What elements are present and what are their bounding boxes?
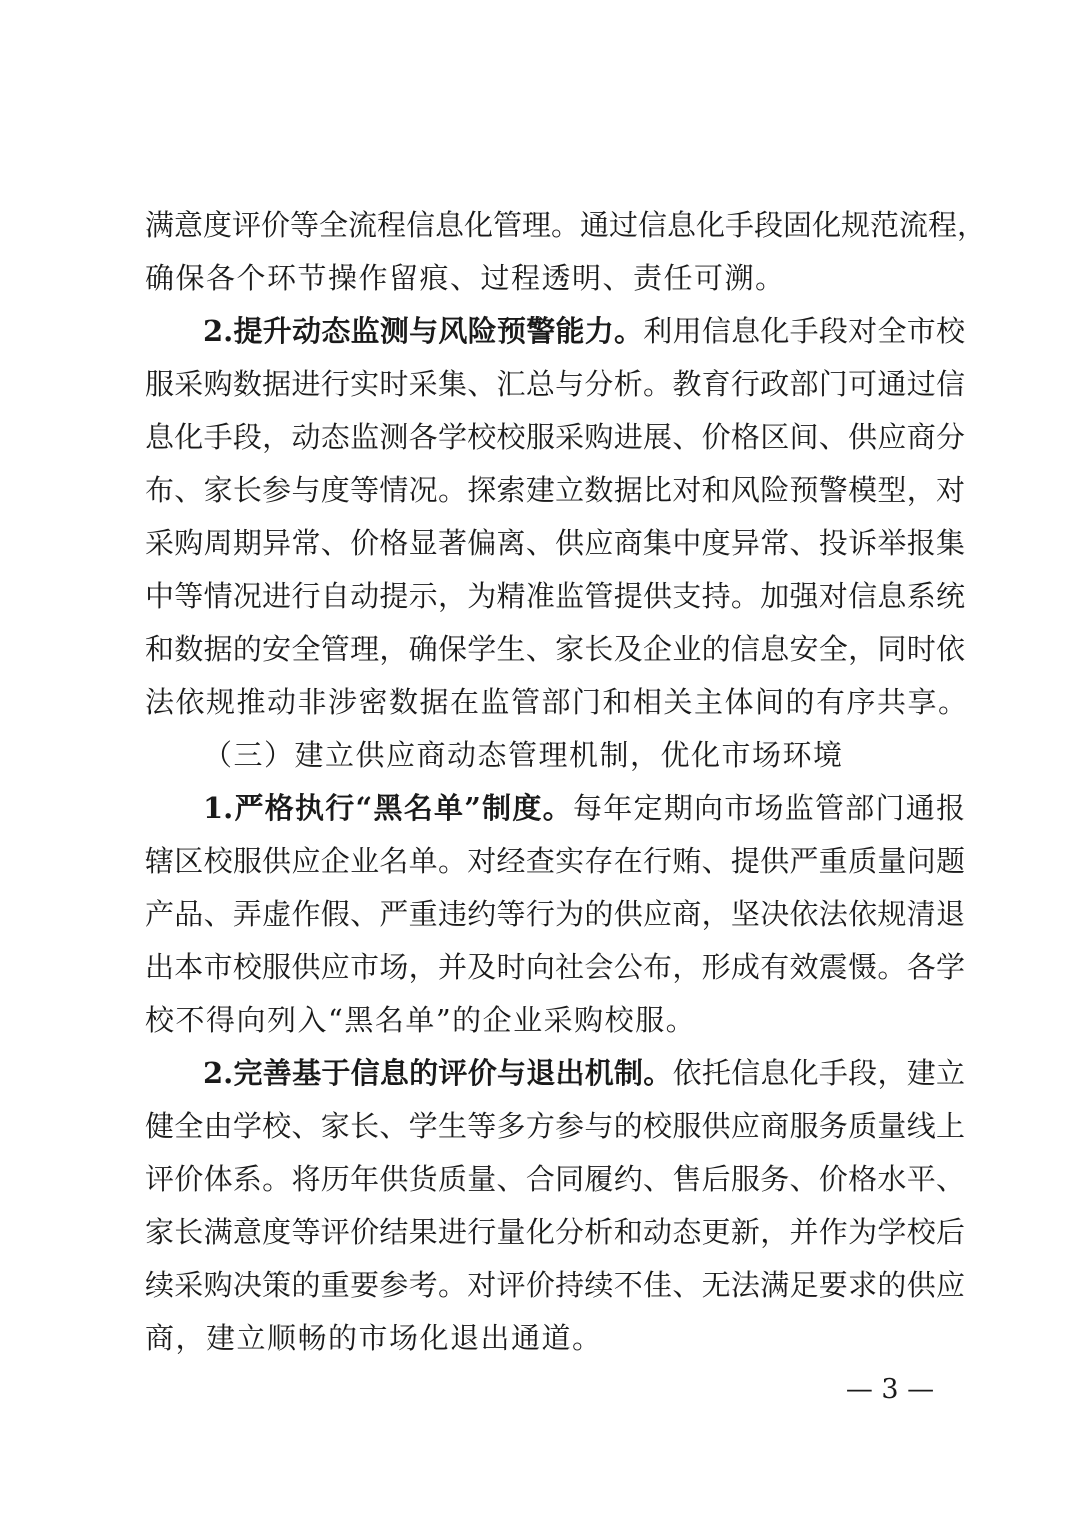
body-line: 法依规推动非涉密数据在监管部门和相关主体间的有序共享。 [145, 685, 969, 719]
body-line: 评价体系。将历年供货质量、合同履约、售后服务、价格水平、 [145, 1162, 965, 1196]
body-line: 校不得向列入“黑名单”的企业采购校服。 [145, 1003, 697, 1037]
body-line: 产品、弄虚作假、严重违约等行为的供应商，坚决依法依规清退 [145, 897, 965, 931]
body-line: 出本市校服供应市场，并及时向社会公布，形成有效震慑。各学 [145, 950, 965, 984]
body-line: 满意度评价等全流程信息化管理。通过信息化手段固化规范流程， [145, 208, 987, 242]
body-line: 中等情况进行自动提示，为精准监管提供支持。加强对信息系统 [145, 579, 965, 613]
paragraph-heading: 2.完善基于信息的评价与退出机制。 [203, 1056, 673, 1090]
body-line: 商，建立顺畅的市场化退出通道。 [145, 1321, 603, 1355]
section-heading: （三）建立供应商动态管理机制，优化市场环境 [203, 738, 844, 772]
body-line: 采购周期异常、价格显著偏离、供应商集中度异常、投诉举报集 [145, 526, 965, 560]
paragraph-first-line [203, 788, 965, 828]
paragraph-first-line [203, 1053, 965, 1093]
paragraph-heading: 2.提升动态监测与风险预警能力。 [203, 314, 644, 348]
paragraph-text: 依托信息化手段，建立 [672, 1056, 965, 1090]
body-line: 续采购决策的重要参考。对评价持续不佳、无法满足要求的供应 [145, 1268, 965, 1302]
body-line: 健全由学校、家长、学生等多方参与的校服供应商服务质量线上 [145, 1109, 965, 1143]
body-line: 布、家长参与度等情况。探索建立数据比对和风险预警模型，对 [145, 473, 965, 507]
paragraph-text: 利用信息化手段对全市校 [643, 314, 965, 348]
page-number: — 3 — [845, 1374, 935, 1405]
paragraph-heading: 1.严格执行“黑名单”制度。 [203, 791, 573, 825]
body-line: 确保各个环节操作留痕、过程透明、责任可溯。 [145, 261, 786, 295]
paragraph-text: 每年定期向市场监管部门通报 [572, 791, 965, 825]
body-line: 辖区校服供应企业名单。对经查实存在行贿、提供严重质量问题 [145, 844, 965, 878]
paragraph-first-line [203, 311, 965, 351]
body-line: 息化手段，动态监测各学校校服采购进展、价格区间、供应商分 [145, 420, 965, 454]
body-line: 服采购数据进行实时采集、汇总与分析。教育行政部门可通过信 [145, 367, 965, 401]
body-line: 家长满意度等评价结果进行量化分析和动态更新，并作为学校后 [145, 1215, 965, 1249]
body-line: 和数据的安全管理，确保学生、家长及企业的信息安全，同时依 [145, 632, 965, 666]
